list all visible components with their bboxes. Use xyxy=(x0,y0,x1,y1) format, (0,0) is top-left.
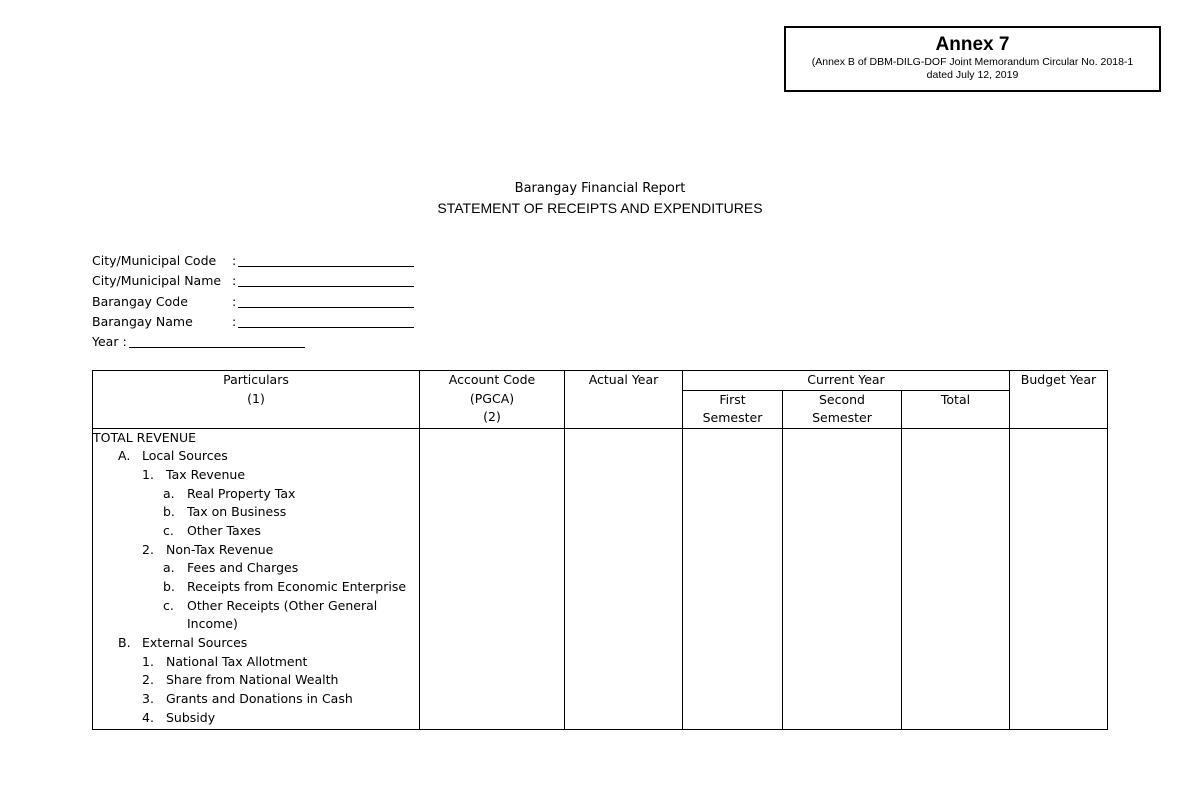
item-num: a. xyxy=(163,560,175,576)
item-num: A. xyxy=(118,448,131,464)
header-second-semester xyxy=(783,390,902,428)
item-non-tax-revenue xyxy=(93,541,419,560)
item-label: Tax on Business xyxy=(187,504,287,520)
field-colon: : xyxy=(232,273,237,289)
item-num: B. xyxy=(118,635,131,651)
annex-box xyxy=(784,26,1161,92)
budget-year-cell[interactable] xyxy=(1010,428,1108,729)
item-other-receipts-cont: Income) xyxy=(187,616,238,632)
header-account-code-sub: (PGCA) xyxy=(469,390,515,406)
field-barangay-code xyxy=(92,292,414,312)
field-barangay-name xyxy=(92,312,414,332)
item-label: Other Receipts (Other General xyxy=(187,597,378,613)
item-tax-on-business xyxy=(93,503,419,522)
second-semester-cell[interactable] xyxy=(783,428,902,729)
item-national-tax-allotment xyxy=(93,653,419,672)
header-actual-year-label: Actual Year xyxy=(588,372,659,387)
annex-title: Annex 7 xyxy=(935,34,1010,55)
item-external-sources xyxy=(93,634,419,653)
header-second-semester-label: Semester xyxy=(812,410,872,425)
item-num: b. xyxy=(163,504,175,520)
item-tax-revenue xyxy=(93,466,419,485)
item-label: External Sources xyxy=(142,635,248,651)
item-label: Non-Tax Revenue xyxy=(166,541,274,557)
field-year xyxy=(92,332,414,352)
header-total-label: Total xyxy=(940,391,971,407)
item-num: 3. xyxy=(142,691,154,707)
particulars-cell xyxy=(93,428,420,729)
item-label: Other Taxes xyxy=(187,522,261,538)
actual-year-cell[interactable] xyxy=(565,428,683,729)
header-particulars-label: Particulars xyxy=(223,372,289,387)
field-colon: : xyxy=(232,293,237,309)
report-title: Barangay Financial Report xyxy=(514,181,686,196)
item-num: 2. xyxy=(142,672,154,688)
item-grants-donations xyxy=(93,690,419,709)
header-budget-year-label: Budget Year xyxy=(1020,372,1097,387)
field-label: City/Municipal Code xyxy=(92,253,217,268)
field-label: City/Municipal Name xyxy=(92,273,222,289)
header-first-semester xyxy=(683,390,783,428)
item-label: Real Property Tax xyxy=(187,485,296,501)
annex-subtitle-line1: (Annex B of DBM-DILG-DOF Joint Memorandum Circular No. 2018-1 xyxy=(811,56,1134,68)
report-subtitle: STATEMENT OF RECEIPTS AND EXPENDITURES xyxy=(437,200,763,216)
item-num: 1. xyxy=(142,653,154,669)
item-num: a. xyxy=(163,485,175,501)
field-label: Barangay Name xyxy=(92,313,193,329)
item-local-sources xyxy=(93,447,419,466)
header-total xyxy=(902,390,1010,428)
first-semester-cell[interactable] xyxy=(683,428,783,729)
field-city-name xyxy=(92,271,414,291)
header-account-code-label: Account Code xyxy=(448,372,536,387)
city-code-blank[interactable] xyxy=(238,252,414,267)
item-subsidy xyxy=(93,709,419,728)
item-real-property-tax xyxy=(93,485,419,504)
item-label: Receipts from Economic Enterprise xyxy=(187,579,407,594)
item-label: Share from National Wealth xyxy=(166,672,339,688)
city-name-blank[interactable] xyxy=(238,272,414,287)
field-colon: : xyxy=(232,313,237,329)
barangay-code-blank[interactable] xyxy=(238,293,414,308)
item-num: c. xyxy=(163,597,174,613)
account-code-cell[interactable] xyxy=(420,428,565,729)
item-num: b. xyxy=(163,579,175,594)
year-blank[interactable] xyxy=(129,333,305,348)
header-particulars-num: (1) xyxy=(247,390,265,406)
item-total-revenue: TOTAL REVENUE xyxy=(93,429,197,445)
item-label: Tax Revenue xyxy=(166,466,246,482)
item-num: 2. xyxy=(142,541,154,557)
header-fields xyxy=(92,251,414,352)
header-first-label: First xyxy=(719,391,746,407)
header-account-code-num: (2) xyxy=(483,409,501,424)
item-label: Fees and Charges xyxy=(187,560,299,576)
header-budget-year xyxy=(1010,371,1108,429)
field-city-code xyxy=(92,251,414,271)
header-second-label: Second xyxy=(818,391,865,407)
receipts-table xyxy=(92,370,1108,730)
field-label: Barangay Code xyxy=(92,293,188,309)
item-other-taxes xyxy=(93,522,419,541)
item-fees-and-charges xyxy=(93,559,419,578)
total-cell[interactable] xyxy=(902,428,1010,729)
field-label: Year : xyxy=(92,334,127,350)
item-label: National Tax Allotment xyxy=(166,653,308,669)
header-account-code xyxy=(420,371,565,429)
header-first-semester-label: Semester xyxy=(702,410,763,425)
field-colon: : xyxy=(232,253,237,268)
item-num: 1. xyxy=(142,466,154,482)
item-label: Grants and Donations in Cash xyxy=(166,691,353,707)
barangay-name-blank[interactable] xyxy=(238,313,414,328)
item-label: Local Sources xyxy=(142,448,228,464)
header-current-year: Current Year xyxy=(683,371,1010,391)
annex-subtitle-line2: dated July 12, 2019 xyxy=(926,69,1019,81)
item-num: c. xyxy=(163,522,174,538)
header-particulars xyxy=(93,371,420,429)
item-share-national-wealth xyxy=(93,671,419,690)
item-label: Subsidy xyxy=(166,709,216,725)
item-other-receipts xyxy=(93,597,419,616)
item-receipts-economic-enterprise xyxy=(93,578,419,597)
header-actual-year xyxy=(565,371,683,429)
item-num: 4. xyxy=(142,709,154,725)
